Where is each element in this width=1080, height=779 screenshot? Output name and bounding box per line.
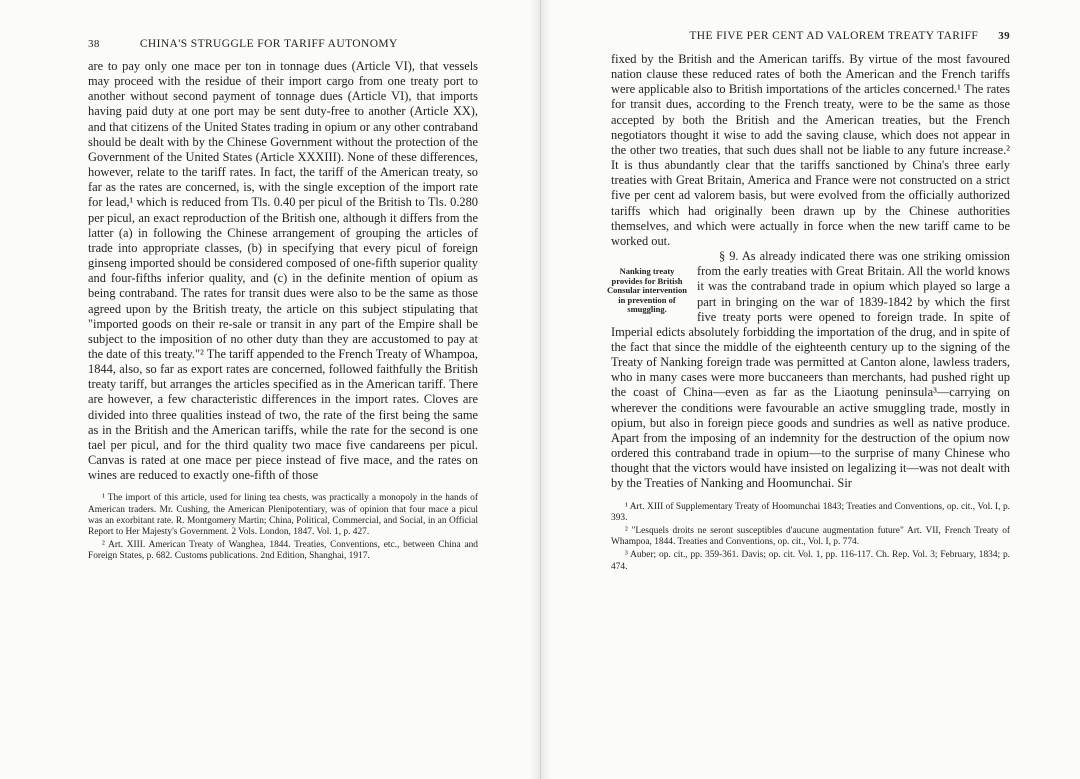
footnotes <box>611 502 1010 573</box>
running-header <box>611 30 1010 42</box>
footnote: ³ Auber; op. cit., pp. 359-361. Davis; op. cit. Vol. 1, pp. 116-117. Ch. Rep. Vol. 3; February, 1834; p. 474. <box>611 550 1010 572</box>
section-9 <box>607 249 1010 492</box>
body-text <box>607 52 1010 492</box>
footnote: ² "Lesquels droits ne seront susceptibles d'aucune augmentation future" Art. VII, French Treaty of Whampoa, 1844. Treaties and Conventions, op. cit., Vol. I, p. 774. <box>611 525 1010 548</box>
gutter-shadow <box>541 0 551 779</box>
running-head: THE FIVE PER CENT AD VALOREM TREATY TARIFF <box>689 30 979 42</box>
running-head: CHINA'S STRUGGLE FOR TARIFF AUTONOMY <box>139 38 398 50</box>
paragraph: are to pay only one mace per ton in tonnage dues (Article VI), that vessels may proceed with the residue of their import cargo from one treaty port to another without second payment of tonnage dues (Article VI), that imports having paid duty at one port may be sent duty-free to another (Article XX), and that citizens of the United States trading in opium or any other contraband should be dealt with by the Chinese Government without the protection of the Government of the United States (Article XXXIII). None of these differences, however, relate to the tariff rates. In fact, the tariff of the American treaty, so far as the rates are concerned, is, with the single exception of the import rate for lead,¹ which is reduced from Tls. 0.40 per picul of the British to Tls. 0.280 per picul, an exact reproduction of the British one, although it differs from the latter (a) in following the Chinese arrangement of grouping the articles of trade into appropriate classes, (b) in specifying that every picul of foreign ginseng imported should be considered composed of one-fifth superior quality and four-fifths inferior quality, and (c) in the definite mention of opium as being contraband. The rates for transit dues were also to be the same as those agreed upon by the British treaty, the article on this subject stipulating that "imported goods on their re-sale or transit in any part of the Empire shall be subject to the imposition of no other duty than they are accustomed to pay at the date of this treaty."² The tariff appended to the French Treaty of Whampoa, 1844, also, so far as export rates are concerned, followed faithfully the British treaty tariff, but arranges the articles specified as in the American tariff. There are however, a few characteristic differences in the import rates. Cloves are divided into three qualities instead of two, the rate of the first being the same as in the British and the American tariffs, while the rate for the second is one tael per picul, and for the third quality two mace five candareens per picul. Canvas is rated at one mace per piece instead of five mace, and the rates on wines are reduced to exactly one-fifth of those <box>88 59 478 483</box>
section-mark: § 9. <box>719 249 739 264</box>
paragraph: fixed by the British and the American tariffs. By virtue of the most favoured nation clause these reduced rates of both the American and the French tariffs were applicable also to British importations of the articles concerned.¹ The rates for transit dues, according to the French treaty, were to be the same as those accepted by both the British and the American treaties, but the French negotiators thought it wise to add the saving clause, which does not appear in the other two treaties, that such dues shall not be liable to any future increase.² It is thus abundantly clear that the tariffs sanctioned by China's three early treaties with Great Britain, America and France were not constructed on a strict five per cent ad valorem basis, but were evolved from the officially authorized tariffs which had originally been drawn up by the Chinese authorities themselves, and which were actually in force when the new tariff came to be worked out. <box>611 52 1010 248</box>
body-text <box>88 59 478 483</box>
footnotes <box>88 493 478 562</box>
gutter-shadow <box>530 0 540 779</box>
page-number: 38 <box>88 38 100 50</box>
running-header <box>88 38 478 50</box>
right-page <box>540 0 1080 779</box>
footnote: ¹ The import of this article, used for lining tea chests, was practically a monopoly in the hands of American traders. Mr. Cushing, the American Plenipotentiary, was of opinion that four mace a picul was an exorbitant rate. R. Montgomery Martin; China, Political, Commercial, and Social, in an Official Report to Her Majesty's Government. 2 Vols. London, 1847. Vol. 1, p. 427. <box>88 493 478 537</box>
page-number: 39 <box>998 30 1010 42</box>
paragraph-text: As already indicated there was one striking omission from the early treaties with Great Britain. All the world knows it was the contraband trade in opium which played so large a part in bringing on the war of 1839-1842 by which the first five treaty ports were opened to foreign trade. In spite of Imperial edicts absolutely forbidding the importation of the drug, and in spite of the fact that since the middle of the eighteenth century up to the signing of the Treaty of Nanking foreign trade was permitted at Canton alone, lawless traders, who in many cases were more buccaneers than merchants, had pushed right up the coast of China—even as far as the Liaotung peninsula³—carrying on wherever the conditions were favourable an active smuggling trade, mostly in opium, but also in foreign piece goods and sundries as well as native produce. Apart from the imposing of an indemnity for the destruction of the opium now ordered this contraband trade in opium—to the surprise of many Chinese who thought that the victors would have insisted on legalizing it—was not dealt with by the Treaties of Nanking and Hoomunchai. Sir <box>611 249 1010 491</box>
footnote: ² Art. XIII. American Treaty of Wanghea, 1844. Treaties, Conventions, etc., between China and Foreign States, p. 682. Customs publications. 2nd Edition, Shanghai, 1917. <box>88 540 478 562</box>
footnote: ¹ Art. XIII of Supplementary Treaty of Hoomunchai 1843; Treaties and Conventions, op. cit., Vol. I, p. 393. <box>611 501 1010 523</box>
margin-note: Nanking treaty provides for British Consular intervention in prevention of smuggling. <box>607 266 687 315</box>
